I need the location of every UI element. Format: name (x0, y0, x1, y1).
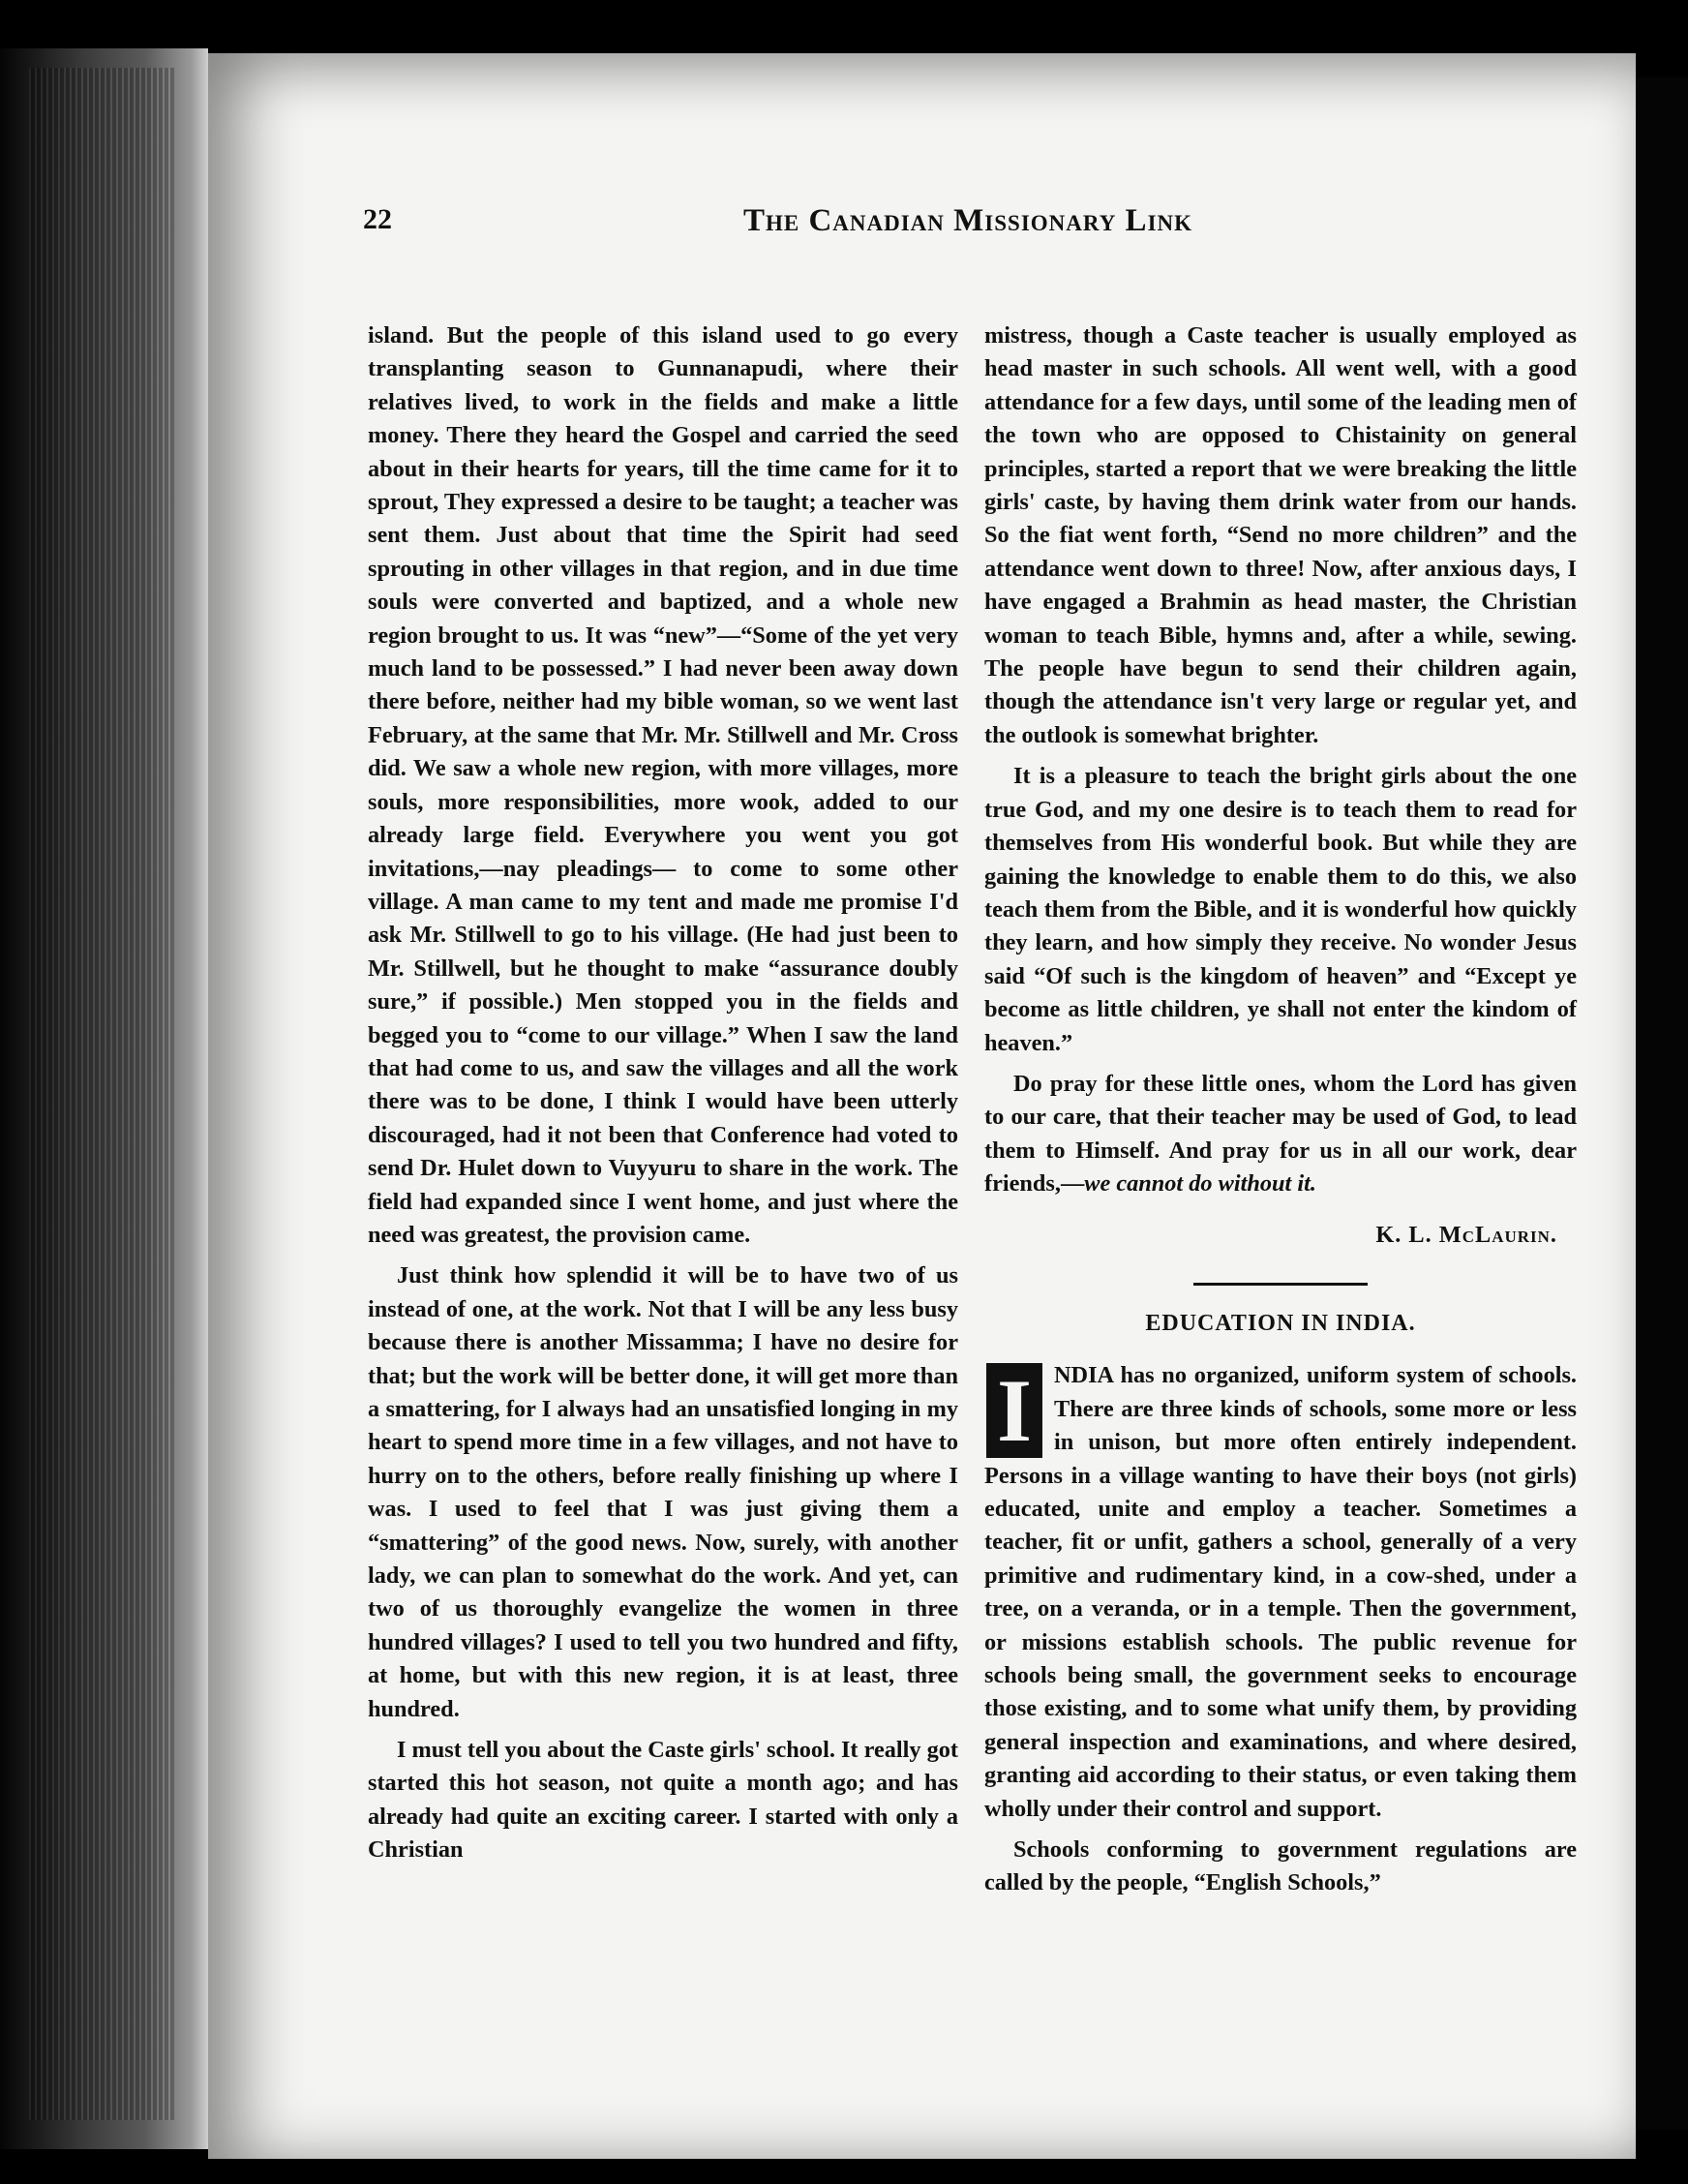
page-edges (29, 68, 174, 2120)
paragraph: NDIA has no organized, uniform system of schools. There are three kinds of schools, some more or less in unison, but more often entirely independent. Persons in a village wanting to have their boys (not girls) educated, unite and employ a teacher. Sometimes a teacher, fit or unfit, gathers a school, generally of a very primitive and rudimentary kind, in a cow-shed, under a tree, on a veranda, or in a temple. Then the government, or missions establish schools. The public revenue for schools being small, the government seeks to encourage those existing, and to some what unify them, by providing general inspection and examinations, and where desired, granting aid according to their status, or even taking them wholly under their control and support. (984, 1362, 1577, 1822)
page-number: 22 (363, 203, 392, 235)
drop-cap: I (986, 1363, 1042, 1458)
paragraph: mistress, though a Caste teacher is usually employed as head master in such schools. All went well, with a good attendance for a few days, until some of the leading men of the town who are opposed to Chistainity on general principles, started a report that we were breaking the little girls' caste, by having them drink water from our hands. So the fiat went forth, “Send no more children” and the attendance went down to three! Now, after anxious days, I have engaged a Brahmin as head master, the Christian woman to teach Bible, hymns and, after a while, sewing. The people have begun to send their children again, though the attendance isn't very large or regular yet, and the outlook is somewhat brighter. (984, 322, 1577, 748)
book-page (208, 53, 1636, 2159)
paragraph: island. But the people of this island used to go every transplanting season to Gunnanapudi, where their relatives lived, to work in the fields and make a little money. There they heard the Gospel and carried the seed about in their hearts for years, till the time came for it to sprout, They expressed a desire to be taught; a teacher was sent them. Just about that time the Spirit had seed sprouting in other villages in that region, and in due time souls were converted and baptized, and a whole new region brought to us. It was “new”—“Some of the yet very much land to be possessed.” I had never been away down there before, neither had my bible woman, so we went last February, at the same that Mr. Mr. Stillwell and Mr. Cross did. We saw a whole new region, with more villages, more souls, more responsibilities, more wook, added to our already large field. Everywhere you went you got invitations,—nay pleadings— to come to some other village. A man came to my tent and made me promise I'd ask Mr. Stillwell to go to his village. (He had just been to Mr. Stillwell, but he thought to make “assurance doubly sure,” if possible.) Men stopped you in the fields and begged you to “come to our village.” When I saw the land that had come to us, and saw the villages and all the work there was to be done, I think I would have been utterly discouraged, had it not been that Conference had voted to send Dr. Hulet down to Vuyyuru to share in the work. The field had expanded since I went home, and just where the need was greatest, the provision came. (368, 322, 958, 1248)
paragraph: Schools conforming to government regulations are called by the people, “English Schools,” (984, 1836, 1577, 1896)
paragraph: It is a pleasure to teach the bright girls about the one true God, and my one desire is to teach them to read for themselves from His wonderful book. But while they are gaining the knowledge to enable them to do this, we also teach them from the Bible, and it is wonderful how quickly they learn, and how simply they receive. No wonder Jesus said “Of such is the kingdom of heaven” and “Except ye become as little children, ye shall not enter the kindom of heaven.” (984, 763, 1577, 1056)
paragraph: Just think how splendid it will be to have two of us instead of one, at the work. Not that I will be any less busy because there is another Missamma; I have no desire for that; but the work will be better done, it will get more than a smattering, for I always had an unsatisfied longing in my heart to spend more time in a few villages, and not have to hurry on to the others, before really finishing up where I was. I used to feel that I was just giving them a “smattering” of the good news. Now, surely, with another lady, we can plan to somewhat do the work. And yet, can two of us thoroughly evangelize the women in three hundred villages? I used to tell you two hundred and fifty, at home, but with this new region, it is at least, three hundred. (368, 1262, 958, 1722)
closing-text: Do pray for these little ones, whom the Lord has given to our care, that their teacher may be used of God, to lead them to Himself. And pray for us in all our work, dear friends,— (984, 1070, 1577, 1198)
closing-paragraph (984, 1068, 1577, 1201)
signature: K. L. McLaurin. (1375, 1221, 1557, 1248)
closing-italic: we cannot do without it. (1084, 1170, 1316, 1198)
running-title: The Canadian Missionary Link (742, 203, 1193, 238)
right-book-edge (1636, 77, 1688, 2130)
article-body (984, 1359, 1577, 1900)
paragraph: I must tell you about the Caste girls' school. It really got started this hot season, not quite a month ago; and has already had quite an exciting career. I started with only a Christian (368, 1737, 958, 1864)
right-column (984, 319, 1577, 2130)
left-column (368, 319, 958, 2130)
section-title: EDUCATION IN INDIA. (1145, 1310, 1416, 1336)
page-header (363, 203, 1573, 252)
section-divider (1193, 1283, 1368, 1286)
